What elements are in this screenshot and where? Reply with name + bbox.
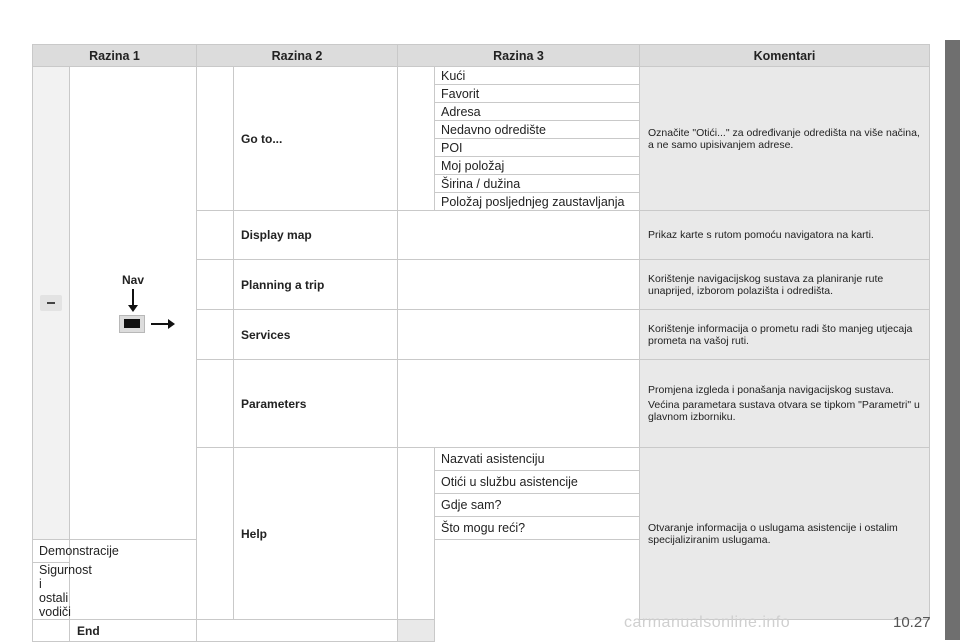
table-row: [33, 67, 930, 85]
level3-item: Kući: [435, 67, 640, 85]
level2-services: Services: [234, 310, 398, 360]
level2-help: Help: [234, 448, 398, 620]
comment-display-map: Prikaz karte s rutom pomoću navigatora na karti.: [640, 211, 930, 260]
comment-end: [398, 620, 435, 642]
level3-item: Favorit: [435, 85, 640, 103]
level2-parameters: Parameters: [234, 360, 398, 448]
level3-item: Širina / dužina: [435, 175, 640, 193]
page-number: 10.27: [893, 614, 931, 631]
header-level2: Razina 2: [197, 45, 398, 67]
level3-item: POI: [435, 139, 640, 157]
level2-goto: Go to...: [234, 67, 398, 211]
level3-item: Nazvati asistenciju: [435, 448, 640, 471]
comment-parameters: Promjena izgleda i ponašanja navigacijskog sustava. Većina parametara sustava otvara se tipkom "Parametri" u glavnom izborniku.: [640, 360, 930, 448]
comment-goto: Označite "Otići..." za određivanje odredišta na više načina, a ne samo upisivanjem adrese.: [640, 67, 930, 211]
nav-label: Nav: [121, 273, 144, 287]
level1-icon-cell: [33, 67, 70, 540]
arrow-down-icon: [132, 289, 134, 307]
level2-planning-trip: Planning a trip: [234, 260, 398, 310]
table-row: [33, 620, 930, 642]
arrow-right-icon: [151, 323, 169, 325]
level2-end: End: [70, 620, 197, 642]
watermark: carmanualsonline.info: [624, 614, 791, 631]
level2-display-map: Display map: [234, 211, 398, 260]
comment-services: Korištenje informacija o prometu radi što manjeg utjecaja prometa na vašoj ruti.: [640, 310, 930, 360]
scrollbar[interactable]: [945, 40, 960, 640]
level3-item: Sigurnost i ostali vodiči: [33, 563, 70, 620]
level3-item: Što mogu reći?: [435, 517, 640, 540]
comment-help: Otvaranje informacija o uslugama asistencije i ostalim specijaliziranim uslugama.: [640, 448, 930, 620]
level3-item: Moj položaj: [435, 157, 640, 175]
screen-icon: [119, 315, 145, 333]
level3-item: Demonstracije: [33, 540, 70, 563]
menu-table: [32, 44, 930, 642]
header-comments: Komentari: [640, 45, 930, 67]
header-row: [33, 45, 930, 67]
level1-nav-cell: [70, 67, 197, 540]
header-level1: Razina 1: [33, 45, 197, 67]
level3-item: Nedavno odredište: [435, 121, 640, 139]
menu-button-icon: [40, 295, 62, 311]
level3-item: Gdje sam?: [435, 494, 640, 517]
header-level3: Razina 3: [398, 45, 640, 67]
level3-item: Otići u službu asistencije: [435, 471, 640, 494]
level3-item: Adresa: [435, 103, 640, 121]
comment-planning-trip: Korištenje navigacijskog sustava za planiranje rute unaprijed, izborom polazišta i odredišta.: [640, 260, 930, 310]
level3-item: Položaj posljednjeg zaustavljanja: [435, 193, 640, 211]
